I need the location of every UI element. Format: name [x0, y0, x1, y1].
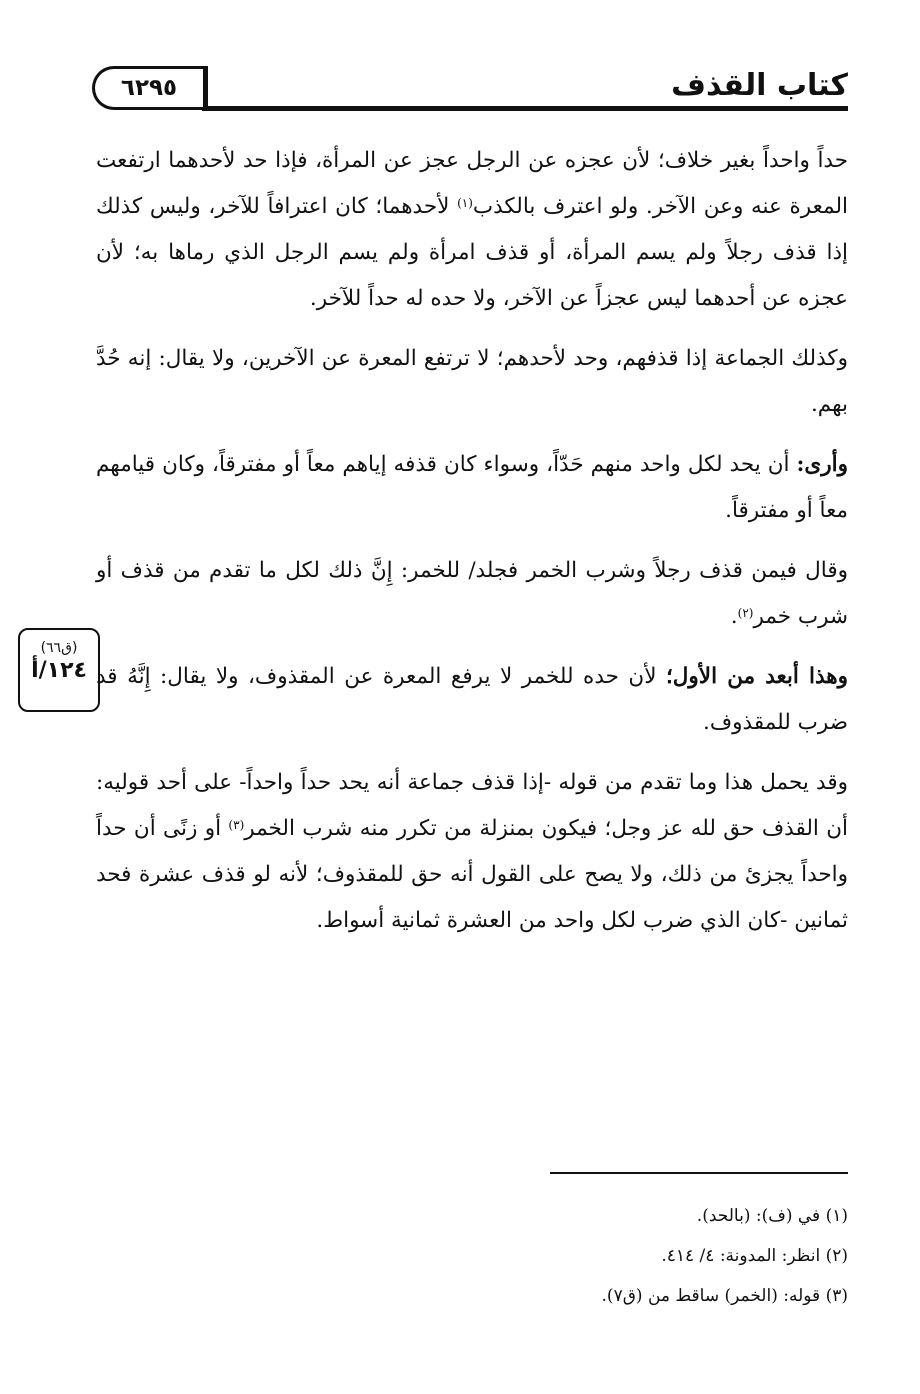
paragraph-text: وقال فيمن قذف رجلاً وشرب الخمر فجلد/ للخمر: إِنَّ ذلك لكل ما تقدم من قذف أو شرب خمر [96, 558, 848, 629]
paragraph-lead: وهذا أبعد من الأول؛ [665, 664, 848, 689]
footnote: (١) في (ف): (بالحد). [696, 1206, 848, 1226]
manuscript-margin-note [18, 628, 100, 712]
paragraph-text: . [730, 604, 738, 629]
page-number-badge [92, 66, 208, 110]
paragraph-text: لأحدهما؛ كان اعترافاً للآخر، وليس كذلك إذا قذف رجلاً ولم يسم المرأة، أو قذف امرأة ولم يسم الرجل الذي رماها به؛ لأن عجزه عن أحدهما ليس عجزاً عن الآخر، ولا حده له حداً للآخر. [96, 194, 848, 311]
margin-note-page: ١٢٤/أ [31, 658, 87, 683]
paragraph-text: وقد يحمل هذا وما تقدم من قوله -إذا قذف جماعة أنه يحد حداً واحداً- على أحد قوليه: أن القذف حق لله عز وجل؛ فيكون بمنزلة من تكرر منه شرب الخمر [96, 770, 848, 841]
page-header [92, 52, 848, 112]
paragraph [96, 654, 848, 746]
paragraph-text: أو زنًى أن حداً واحداً يجزئ من ذلك، ولا يصح على القول أنه حق للمقذوف؛ لأنه لو قذف عشرة فحد ثمانين -كان الذي ضرب لكل واحد من العشرة ثمانية أسواط. [96, 816, 848, 933]
paragraph-text: لأن حده للخمر لا يرفع المعرة عن المقذوف، ولا يقال: إِنَّهُ قد ضرب للمقذوف. [96, 664, 848, 735]
footnote-ref[interactable]: (٢) [737, 606, 754, 620]
paragraph-text: وكذلك الجماعة إذا قذفهم، وحد لأحدهم؛ لا ترتفع المعرة عن الآخرين، ولا يقال: إنه حُدَّ بهم. [96, 346, 848, 417]
footnote-ref[interactable]: (١) [457, 196, 473, 210]
footnote: (٣) قوله: (الخمر) ساقط من (ق٧). [601, 1286, 848, 1306]
paragraph [96, 548, 848, 640]
paragraph [96, 138, 848, 322]
footnote-separator [550, 1172, 848, 1174]
paragraph [96, 442, 848, 534]
paragraph-text: أن يحد لكل واحد منهم حَدّاً، وسواء كان قذفه إياهم معاً أو مفترقاً، وكان قيامهم معاً أو مفترقاً. [96, 452, 848, 523]
margin-note-folio: (ق٦٦) [40, 640, 78, 656]
paragraph [96, 760, 848, 944]
paragraph-lead: وأرى: [796, 452, 848, 477]
book-title: كتاب القذف [671, 68, 848, 103]
footnotes [248, 1196, 848, 1316]
paragraph-text: حداً واحداً بغير خلاف؛ لأن عجزه عن الرجل عجز عن المرأة، فإذا حد لأحدهما ارتفعت المعرة عنه وعن الآخر. ولو اعترف بالكذب [96, 148, 848, 219]
footnote: (٢) انظر: المدونة: ٤/ ٤١٤. [661, 1246, 848, 1266]
footnote-ref[interactable]: (٣) [228, 818, 245, 832]
page-number: ٦٢٩٥ [120, 75, 178, 101]
main-text [96, 138, 848, 958]
paragraph [96, 336, 848, 428]
header-rule [202, 106, 848, 111]
